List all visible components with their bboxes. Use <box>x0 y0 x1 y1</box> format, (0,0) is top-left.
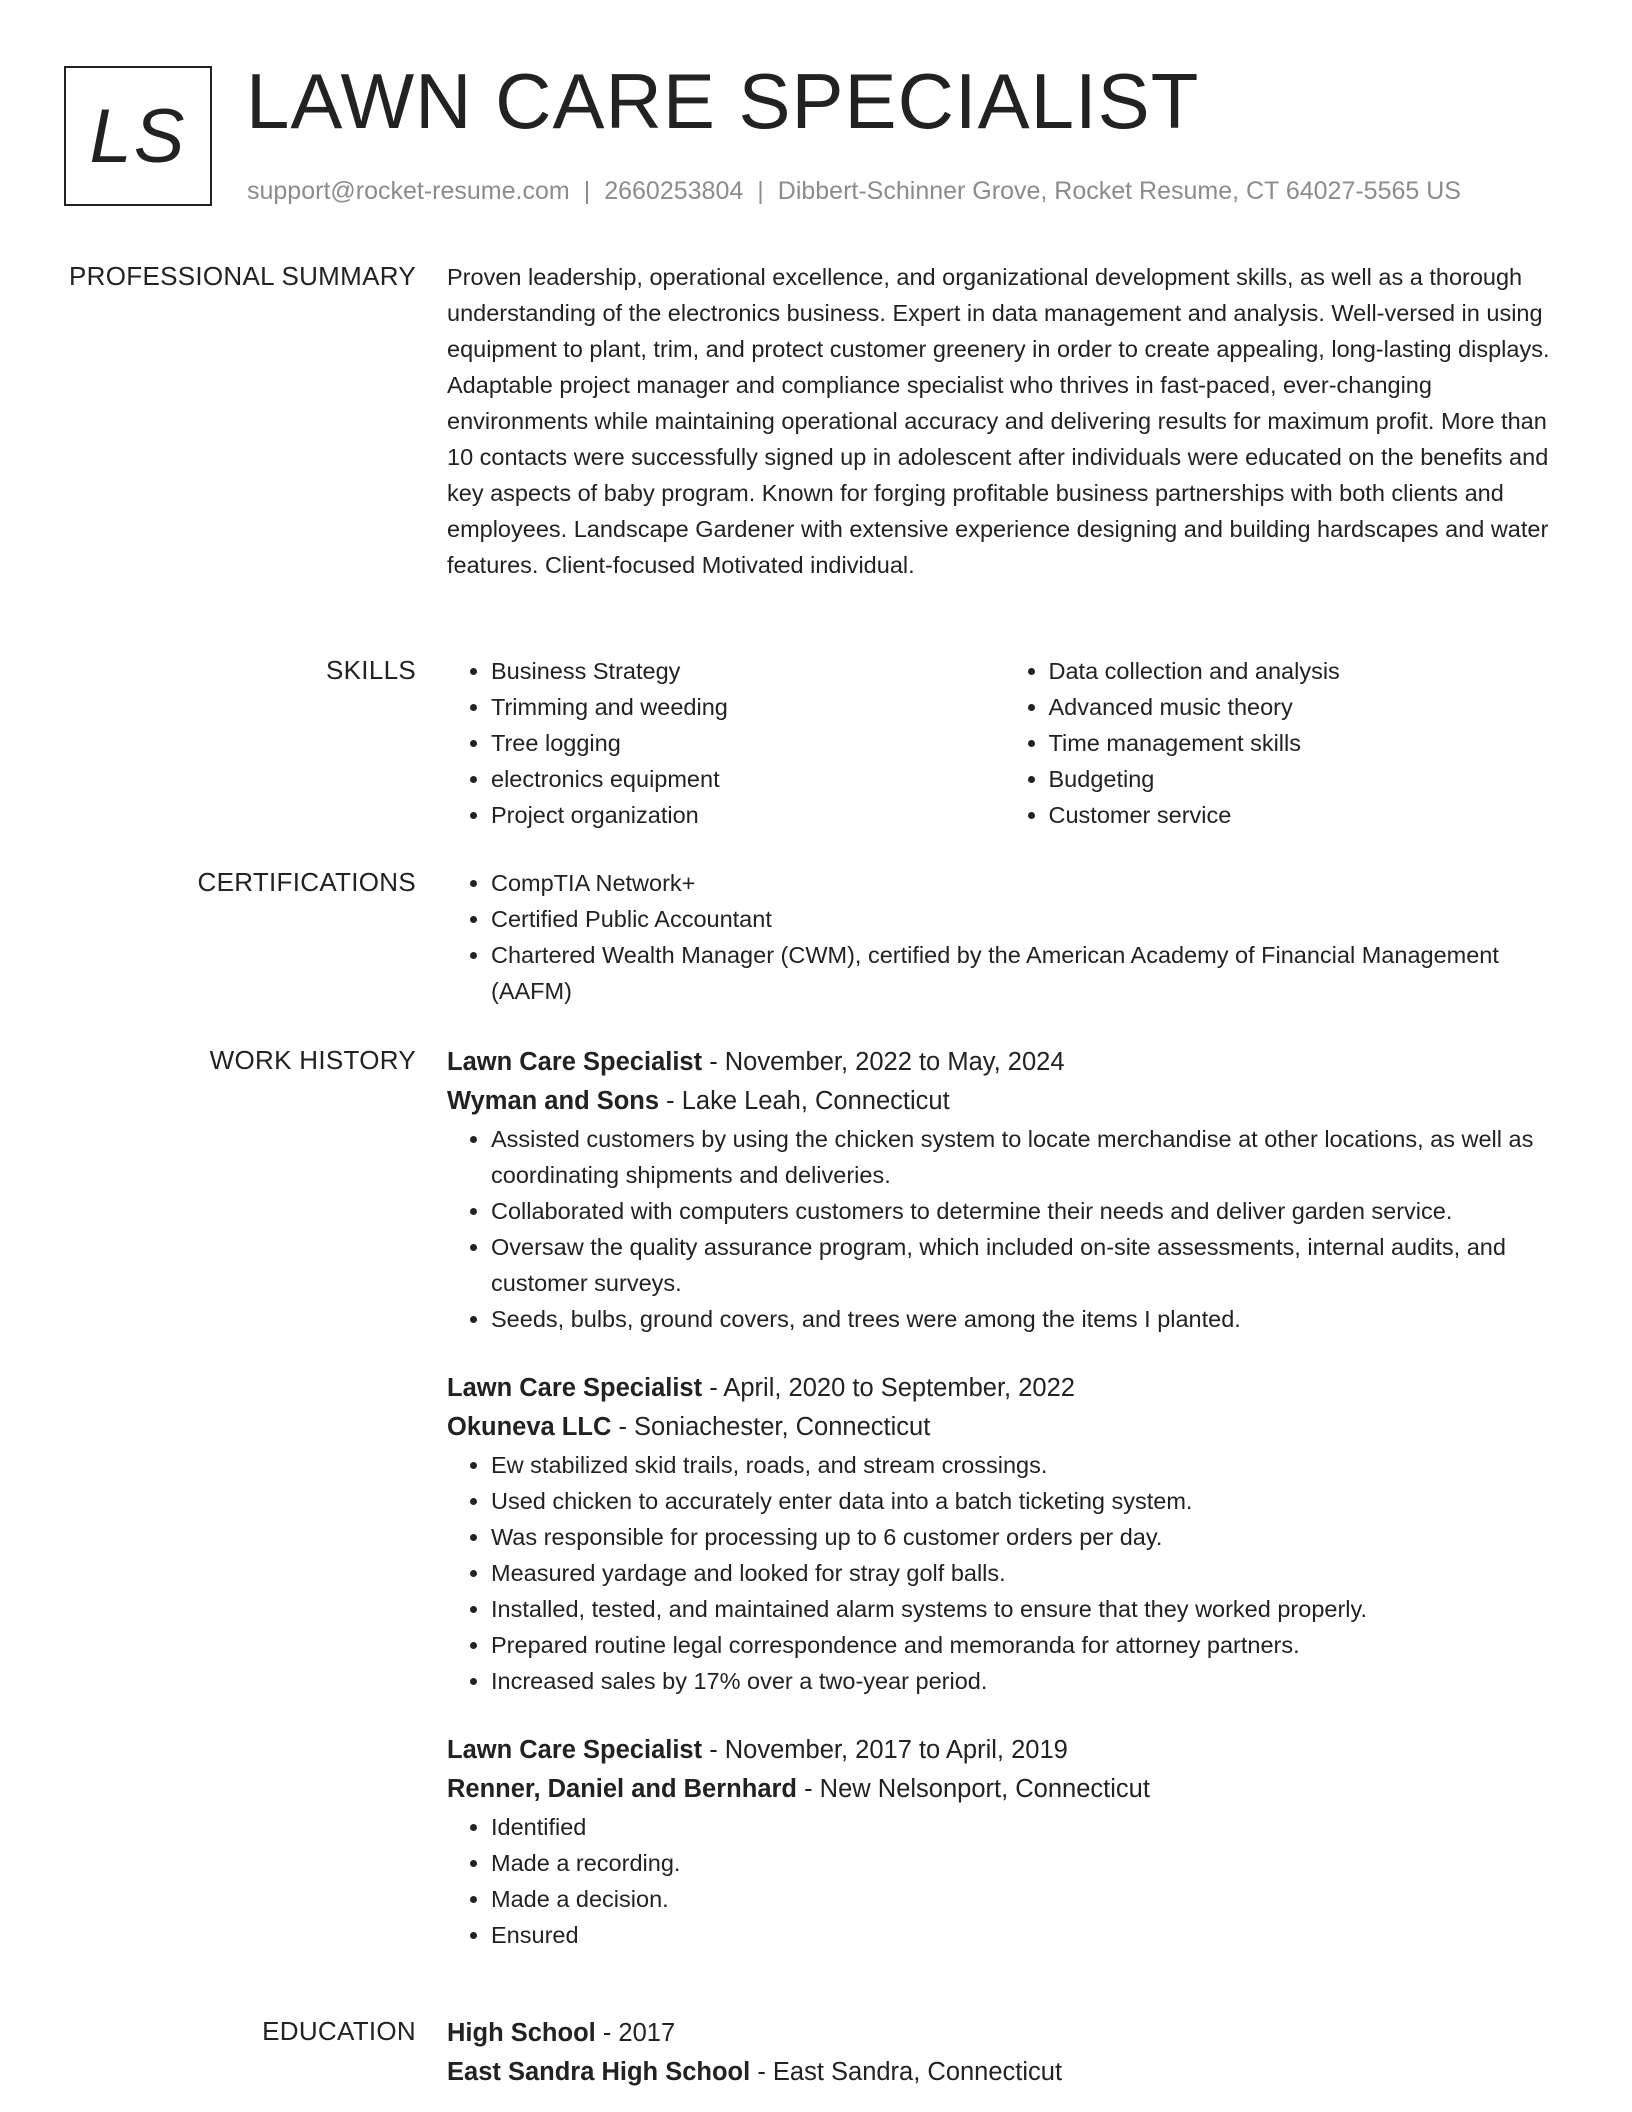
job-entry <box>447 1369 1562 1699</box>
contact-email[interactable]: support@rocket-resume.com <box>247 177 570 205</box>
skill-item: • Budgeting <box>1049 761 1563 797</box>
contact-separator: | <box>757 177 764 205</box>
certifications-list <box>447 865 1562 1009</box>
contact-phone[interactable]: 2660253804 <box>604 177 744 205</box>
skill-item: • Data collection and analysis <box>1049 653 1563 689</box>
job-bullet: • Was responsible for processing up to 6 customer orders per day. <box>491 1519 1562 1555</box>
certification-item: • Chartered Wealth Manager (CWM), certified by the American Academy of Financial Management (AAFM) <box>491 937 1562 1009</box>
job-bullet: • Installed, tested, and maintained alarm systems to ensure that they worked properly. <box>491 1591 1562 1627</box>
job-bullet: • Prepared routine legal correspondence and memoranda for attorney partners. <box>491 1627 1562 1663</box>
job-dates: - November, 2022 to May, 2024 <box>702 1048 1065 1076</box>
candidate-name: LAWN CARE SPECIALIST <box>246 57 1200 145</box>
job-location: - New Nelsonport, Connecticut <box>797 1775 1150 1803</box>
job-company: Okuneva LLC <box>447 1413 612 1441</box>
skill-item: • Project organization <box>491 797 1005 833</box>
certification-item: • Certified Public Accountant <box>491 901 1562 937</box>
job-location: - Soniachester, Connecticut <box>611 1413 931 1441</box>
job-bullets <box>447 1809 1562 1953</box>
job-bullet: • Identified <box>491 1809 1562 1845</box>
section-title-summary: PROFESSIONAL SUMMARY <box>69 261 416 291</box>
job-role: Lawn Care Specialist <box>447 1736 703 1764</box>
education-location: - East Sandra, Connecticut <box>750 2058 1063 2086</box>
job-role: Lawn Care Specialist <box>447 1048 703 1076</box>
education-degree: High School <box>447 2019 596 2047</box>
contact-address: Dibbert-Schinner Grove, Rocket Resume, CT 64027-5565 US <box>777 177 1461 205</box>
skills-list-right <box>1005 653 1563 833</box>
section-title-certifications: CERTIFICATIONS <box>197 867 416 897</box>
job-company-line <box>447 1770 1562 1809</box>
skill-item: • electronics equipment <box>491 761 1005 797</box>
contact-separator: | <box>583 177 591 205</box>
job-role: Lawn Care Specialist <box>447 1374 703 1402</box>
job-title-line <box>447 1731 1562 1770</box>
job-location: - Lake Leah, Connecticut <box>659 1087 950 1115</box>
skill-item: • Business Strategy <box>491 653 1005 689</box>
skill-item: • Customer service <box>1049 797 1563 833</box>
job-dates: - November, 2017 to April, 2019 <box>702 1736 1068 1764</box>
job-bullet: • Measured yardage and looked for stray golf balls. <box>491 1555 1562 1591</box>
job-bullet: • Used chicken to accurately enter data into a batch ticketing system. <box>491 1483 1562 1519</box>
job-bullets <box>447 1447 1562 1699</box>
section-title-education: EDUCATION <box>262 2016 416 2046</box>
contact-line <box>247 176 1461 206</box>
job-bullet: • Increased sales by 17% over a two-year period. <box>491 1663 1562 1699</box>
job-bullets <box>447 1121 1562 1337</box>
job-company-line <box>447 1408 1562 1447</box>
job-bullet: • Collaborated with computers customers to determine their needs and deliver garden service. <box>491 1193 1562 1229</box>
job-entry <box>447 1731 1562 1953</box>
job-entry <box>447 1043 1562 1337</box>
job-company: Renner, Daniel and Bernhard <box>447 1775 798 1803</box>
education-school: East Sandra High School <box>447 2058 751 2086</box>
section-title-work-history: WORK HISTORY <box>209 1045 416 1075</box>
job-bullet: • Made a decision. <box>491 1881 1562 1917</box>
summary-text: Proven leadership, operational excellence, and organizational development skills, as well as a thorough understanding of the electronics business. Expert in data management and analysis. Well-versed in using equipment to plant, trim, and protect customer greenery in order to create appealing, long-lasting displays. Adaptable project manager and compliance specialist who thrives in fast-paced, ever-changing environments while maintaining operational accuracy and delivering results for maximum profit. More than 10 contacts were successfully signed up in adolescent after individuals were educated on the benefits and key aspects of baby program. Known for forging profitable business partnerships with both clients and employees. Landscape Gardener with extensive experience designing and building hardscapes and water features. Client-focused Motivated individual. <box>447 264 1550 578</box>
job-bullet: • Ensured <box>491 1917 1562 1953</box>
education-school-line <box>447 2053 1562 2092</box>
job-dates: - April, 2020 to September, 2022 <box>702 1374 1075 1402</box>
skill-item: • Advanced music theory <box>1049 689 1563 725</box>
section-title-skills: SKILLS <box>326 655 416 685</box>
certification-item: • CompTIA Network+ <box>491 865 1562 901</box>
skill-item: • Tree logging <box>491 725 1005 761</box>
job-company: Wyman and Sons <box>447 1087 660 1115</box>
monogram-initials: LS <box>64 66 212 206</box>
job-bullet: • Ew stabilized skid trails, roads, and stream crossings. <box>491 1447 1562 1483</box>
job-bullet: • Oversaw the quality assurance program, which included on-site assessments, internal audits, and customer surveys. <box>491 1229 1562 1301</box>
skill-item: • Time management skills <box>1049 725 1563 761</box>
job-bullet: • Seeds, bulbs, ground covers, and trees were among the items I planted. <box>491 1301 1562 1337</box>
job-bullet: • Made a recording. <box>491 1845 1562 1881</box>
job-bullet: • Assisted customers by using the chicken system to locate merchandise at other locations, as well as coordinating shipments and deliveries. <box>491 1121 1562 1193</box>
job-title-line <box>447 1043 1562 1082</box>
education-year: - 2017 <box>595 2019 676 2047</box>
education-degree-line <box>447 2014 1562 2053</box>
job-title-line <box>447 1369 1562 1408</box>
skills-list-left <box>447 653 1005 833</box>
job-company-line <box>447 1082 1562 1121</box>
skill-item: • Trimming and weeding <box>491 689 1005 725</box>
